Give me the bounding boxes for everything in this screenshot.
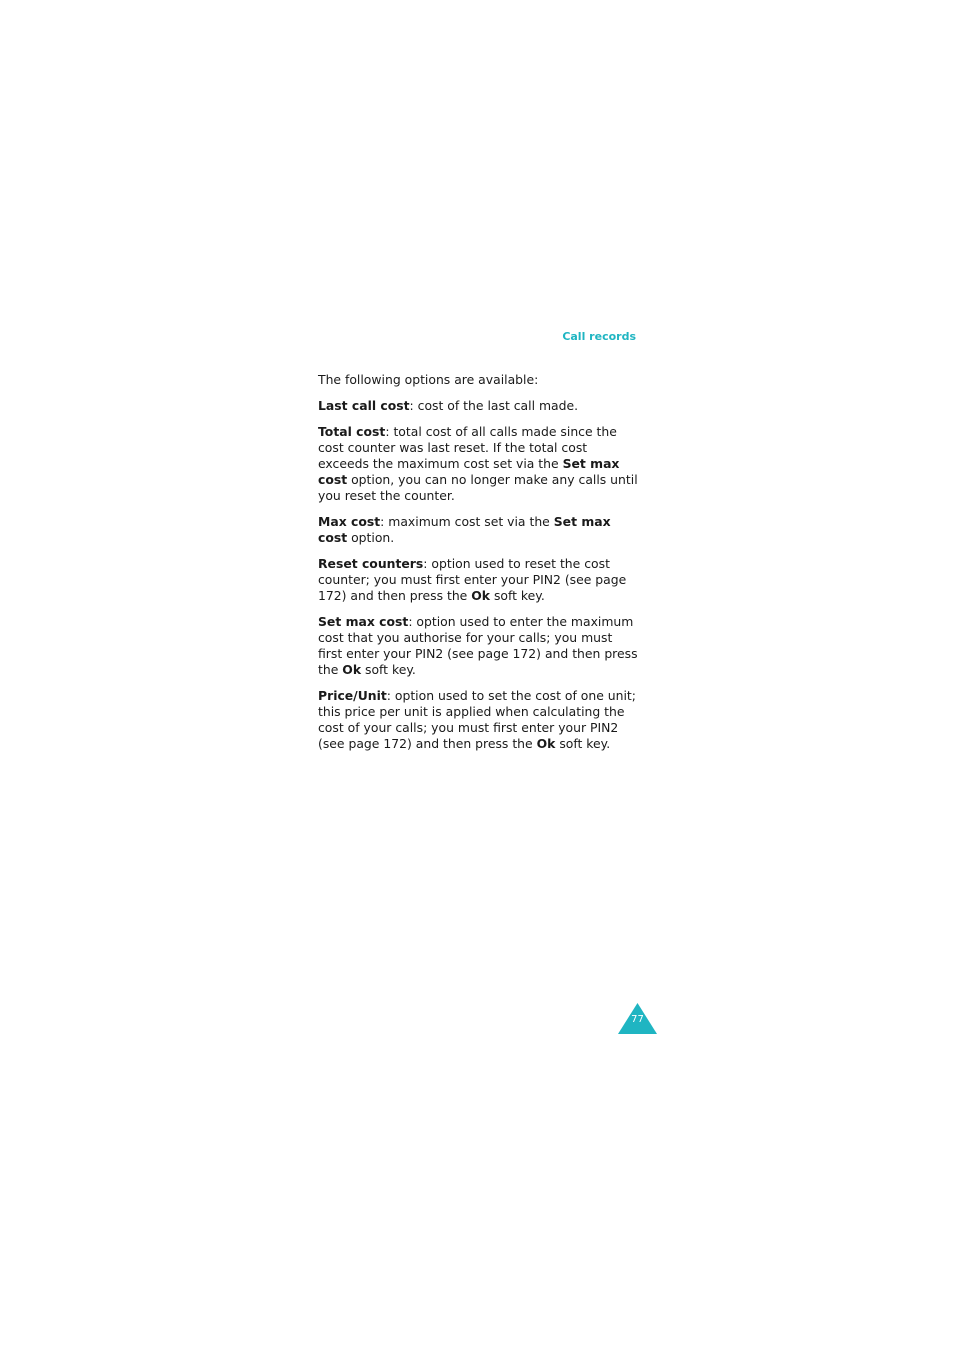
page-content xyxy=(318,372,640,762)
option-description: : option used to reset the cost counter; you must first enter your PIN2 (see page 172) and then press the xyxy=(318,556,627,603)
option-reference: Set max cost xyxy=(318,456,620,487)
option-price-unit xyxy=(318,688,640,752)
option-description: soft key. xyxy=(361,662,416,677)
option-max-cost xyxy=(318,514,640,546)
option-term: Price/Unit xyxy=(318,688,387,703)
option-description: : maximum cost set via the xyxy=(380,514,554,529)
option-reference: Ok xyxy=(536,736,556,751)
option-description: soft key. xyxy=(490,588,545,603)
option-description: soft key. xyxy=(555,736,611,751)
option-description: option. xyxy=(347,530,395,545)
option-term: Reset counters xyxy=(318,556,424,571)
option-term: Max cost xyxy=(318,514,381,529)
option-reference: Ok xyxy=(342,662,362,677)
option-description: : option used to enter the maximum cost that you authorise for your calls; you must first enter your PIN2 (see page 172) and then press the xyxy=(318,614,638,677)
option-description: : option used to set the cost of one unit; this price per unit is applied when calculating the cost of your calls; you must first enter your PIN2 (see page 172) and then press the xyxy=(318,688,636,751)
page-number: 77 xyxy=(631,1014,644,1025)
intro-text: The following options are available: xyxy=(318,372,539,387)
section-title: Call records xyxy=(562,330,636,343)
option-description: : cost of the last call made. xyxy=(409,398,579,413)
option-reset-counters xyxy=(318,556,640,604)
option-reference: Ok xyxy=(471,588,491,603)
option-set-max-cost xyxy=(318,614,640,678)
option-term: Set max cost xyxy=(318,614,409,629)
option-term: Total cost xyxy=(318,424,386,439)
option-total-cost xyxy=(318,424,640,504)
option-last-call-cost xyxy=(318,398,640,414)
option-reference: Set max cost xyxy=(318,514,611,545)
option-description: option, you can no longer make any calls until you reset the counter. xyxy=(318,472,638,503)
page-number-badge xyxy=(618,1003,657,1034)
option-term: Last call cost xyxy=(318,398,410,413)
option-description: : total cost of all calls made since the cost counter was last reset. If the total cost exceeds the maximum cost set via the xyxy=(318,424,617,471)
